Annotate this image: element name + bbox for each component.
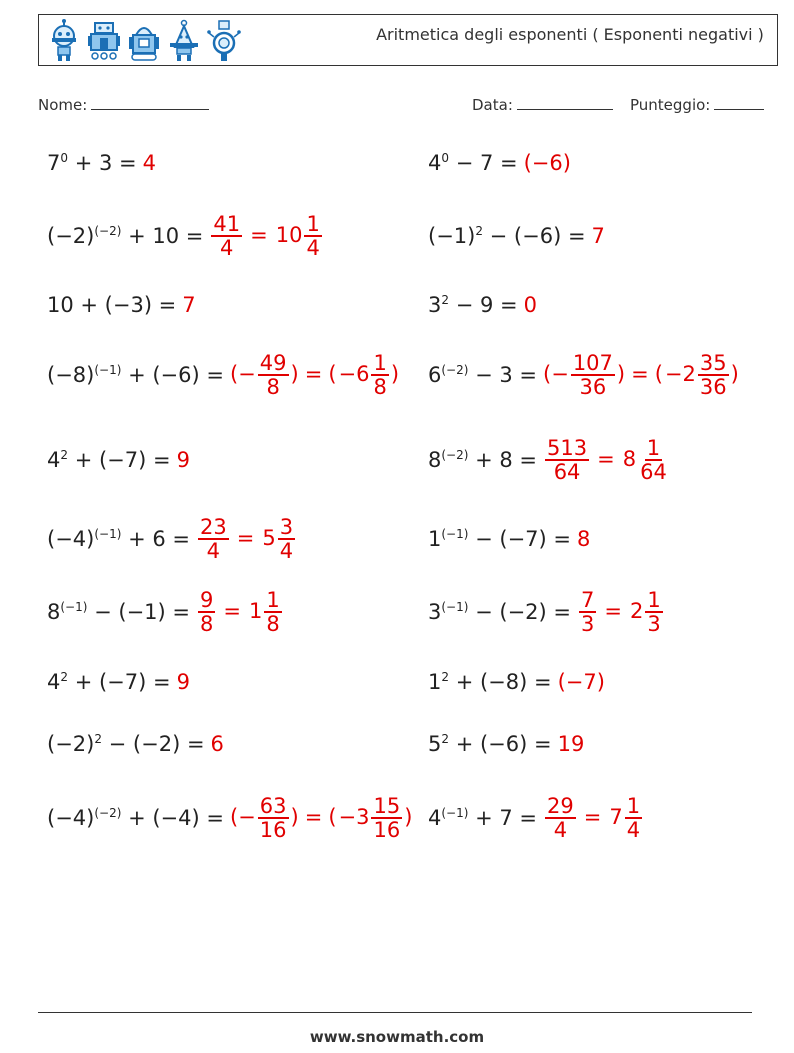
problem-expression: $3^{(-1)} - (-2)$ = (428, 600, 571, 624)
problem-expression: $8^{(-1)} - (-1)$ = (47, 600, 190, 624)
problem-item (428, 527, 590, 551)
problem-expression: $4^2 + (-7)$ = (47, 448, 171, 472)
problem-answer: 0 (523, 293, 537, 317)
problem-item (47, 795, 412, 841)
robot-icon-3 (127, 19, 161, 63)
problem-item (428, 437, 671, 483)
problem-expression: $(-2)^{(-2)} + 10$ = (47, 224, 204, 248)
score-label: Punteggio: (630, 96, 711, 114)
problem-item (47, 448, 190, 472)
problem-answer: 9 (176, 448, 190, 472)
problem-answer: $\frac{7}{3}$ = 2 $\frac{1}{3}$ (581, 587, 661, 636)
name-label: Nome: (38, 96, 88, 114)
problem-answer: $\frac{23}{4}$ = 5 $\frac{3}{4}$ (199, 514, 294, 563)
problem-answer: (−6) (523, 151, 571, 175)
problem-expression: $(-2)^2 - (-2)$ = (47, 732, 205, 756)
name-blank (91, 95, 209, 110)
worksheet-title: Aritmetica degli esponenti ( Esponenti negativi ) (376, 25, 764, 44)
problem-item (47, 151, 156, 175)
problem-item (47, 352, 399, 398)
problem-item (47, 213, 324, 259)
problem-expression: $8^{(-2)} + 8$ = (428, 448, 538, 472)
problem-answer: 9 (176, 670, 190, 694)
problem-expression: $(-4)^{(-2)} + (-4)$ = (47, 806, 224, 830)
problem-answer: $\frac{41}{4}$ = 10 $\frac{1}{4}$ (213, 211, 320, 260)
problem-item (428, 589, 665, 635)
problem-expression: $4^{(-1)} + 7$ = (428, 806, 538, 830)
problem-answer: (−7) (557, 670, 605, 694)
problem-item (428, 151, 571, 175)
problem-item (428, 352, 739, 398)
problem-item (47, 589, 284, 635)
problem-expression: $6^{(-2)} - 3$ = (428, 363, 538, 387)
problem-item (428, 732, 584, 756)
problem-answer: 7 (182, 293, 196, 317)
problem-answer: $\frac{513}{64}$ = 8 $\frac{1}{64}$ (547, 435, 667, 484)
problem-expression: $4^2 + (-7)$ = (47, 670, 171, 694)
problem-answer: 8 (577, 527, 591, 551)
worksheet-header (38, 14, 778, 66)
problem-answer: $\frac{29}{4}$ = 7 $\frac{1}{4}$ (547, 793, 641, 842)
problem-item (428, 293, 537, 317)
problem-answer: 6 (210, 732, 224, 756)
problem-item (428, 670, 605, 694)
problem-expression: $4^0 - 7$ = (428, 151, 518, 175)
problem-answer: 4 (142, 151, 156, 175)
problem-expression: $(-8)^{(-1)} + (-6)$ = (47, 363, 224, 387)
name-field (38, 95, 209, 114)
problem-expression: $(-1)^2 - (-6)$ = (428, 224, 586, 248)
problem-item (47, 732, 224, 756)
problem-expression: $3^2 - 9$ = (428, 293, 518, 317)
problem-expression: $7^0 + 3$ = (47, 151, 137, 175)
robot-icon-5 (207, 19, 241, 63)
score-blank (714, 95, 764, 110)
robot-icon-4 (167, 19, 201, 63)
problem-item (47, 670, 190, 694)
robot-icon-2 (87, 19, 121, 63)
problem-answer: $\frac{9}{8}$ = 1 $\frac{1}{8}$ (200, 587, 280, 636)
problem-expression: $(-4)^{(-1)} + 6$ = (47, 527, 190, 551)
problem-expression: $1^2 + (-8)$ = (428, 670, 552, 694)
problem-item (428, 795, 644, 841)
problem-item (47, 293, 196, 317)
problem-answer: 19 (557, 732, 585, 756)
date-field (472, 95, 613, 114)
score-field (630, 95, 764, 114)
date-blank (517, 95, 613, 110)
date-label: Data: (472, 96, 513, 114)
problem-answer: 7 (591, 224, 605, 248)
robot-icons (47, 19, 241, 63)
problem-answer: (− $\frac{49}{8}$ ) = (−6 $\frac{1}{8}$ ) (229, 350, 400, 399)
footer-divider (38, 1012, 752, 1013)
problem-answer: (− $\frac{63}{16}$ ) = (−3 $\frac{15}{16}$ ) (229, 793, 413, 842)
problem-expression: $1^{(-1)} - (-7)$ = (428, 527, 571, 551)
problem-item (47, 516, 297, 562)
problem-answer: (− $\frac{107}{36}$ ) = (−2 $\frac{35}{36}$ ) (543, 350, 739, 399)
robot-icon-1 (47, 19, 81, 63)
footer-url: www.snowmath.com (309, 1028, 485, 1046)
problem-expression: $5^2 + (-6)$ = (428, 732, 552, 756)
problem-expression: 10 + (−3) = (47, 293, 177, 317)
problem-item (428, 224, 605, 248)
